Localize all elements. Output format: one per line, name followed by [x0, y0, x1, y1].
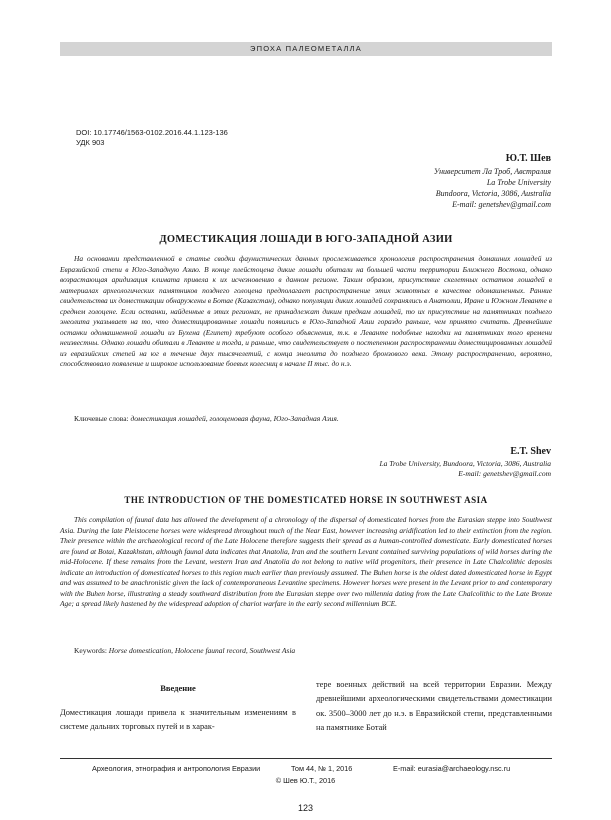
- ru-author-name: Ю.Т. Шев: [505, 153, 551, 164]
- body-right-column: тере военных действий на всей территории Евразии. Между древнейшими археологическими свидетельствами доместикации ок. 3500–3000 лет до н.э. в Евразийской степи, представленными на памятнике Ботай: [316, 680, 552, 732]
- en-keywords-values: Horse domestication, Holocene faunal record, Southwest Asia: [108, 646, 296, 655]
- ru-affiliation-line: Bundoora, Victoria, 3086, Australia: [435, 189, 551, 198]
- body-left-column: [60, 683, 296, 735]
- en-keywords-label: Keywords:: [74, 646, 107, 655]
- en-affiliation-line: La Trobe University, Bundoora, Victoria, 3086, Australia: [379, 459, 551, 468]
- ru-affiliation-line: La Trobe University: [486, 178, 551, 187]
- en-affiliation: [379, 459, 551, 479]
- footer-divider: [60, 758, 552, 759]
- ru-affiliation-line: E-mail: genetshev@gmail.com: [452, 200, 551, 209]
- ru-affiliation-line: Университет Ла Троб, Австралия: [433, 167, 551, 176]
- ru-affiliation: [434, 166, 551, 210]
- en-keywords: [74, 646, 295, 656]
- doi-block: [76, 128, 228, 148]
- intro-heading: Введение: [160, 683, 196, 693]
- ru-keywords-label: Ключевые слова:: [74, 414, 129, 423]
- page-number: 123: [297, 803, 314, 813]
- footer-volume: Том 44, № 1, 2016: [291, 764, 353, 773]
- footer-copyright: © Шев Ю.Т., 2016: [275, 776, 336, 785]
- section-header-title: ЭПОХА ПАЛЕОМЕТАЛЛА: [250, 44, 362, 53]
- intro-paragraph: Доместикация лошади привела к значительным изменениям в системе дальних торговых путей и в харак-: [60, 708, 296, 732]
- udk-text: УДК 903: [76, 138, 105, 147]
- en-article-title: THE INTRODUCTION OF THE DOMESTICATED HORSE IN SOUTHWEST ASIA: [124, 495, 488, 505]
- en-author-name: E.T. Shev: [510, 446, 551, 457]
- footer-journal: Археология, этнография и антропология Евразии: [92, 764, 261, 773]
- footer-email: E-mail: eurasia@archaeology.nsc.ru: [393, 764, 511, 773]
- section-header-bar: [60, 42, 552, 56]
- ru-keywords-values: доместикация лошадей, голоценовая фауна, Юго-Западная Азия.: [130, 414, 339, 423]
- doi-text: DOI: 10.17746/1563-0102.2016.44.1.123-136: [76, 128, 228, 137]
- ru-abstract: На основании представленной в статье сводки фаунистических данных прослеживается хронология распространения домашних лошадей из Евразийской степи в Юго-Западную Азию. В конце плейстоцена дикие лошади обитали на большей части территории Ближнего Востока, однако возрастающая аридизация климата привела к их исчезновению в данном регионе. Таким образом, присутствие скелетных остатков лошадей в материалах археологических памятников позднего голоцена предполагает распространение этих животных в качестве одомашненных. Ранние свидетельства их доместикации обнаружены в Ботае (Казахстан), однако популяции диких лошадей сохранялись в Анатолии, Иране и Южном Леванте в среднем голоцене. Если останки, найденные в этих регионах, не принадлежат диким предкам лошадей, то их присутствие на памятниках позднего энеолита указывает на то, что доместицированные лошади появились в Юго-Западной Азии гораздо раньше, чем принято считать. Древнейшие останки одомашненной лошади из Бухена (Египет) требуют особого объяснения, т.к. в Леванте подобные находки на памятниках того времени неизвестны. Однако лошади обитали в Леванте и тогда, и раньше, что свидетельствует о постепенном распространении доместицированных лошадей из евразийских степей на юг в течение двух тысячелетий, с конца энеолита до позднего бронзового века. Этому распространению, вероятно, способствовало появление и широкое использование боевых колесниц в начале II тыс. до н.э.: [60, 254, 552, 368]
- en-abstract: This compilation of faunal data has allowed the development of a chronology of the dispersal of domesticated horses from the Eurasian steppe into Southwest Asia. During the late Pleistocene horses were widespread throughout much of the Near East, however increasing aridification led to their extinction from the region. Their presence within the archaeological record of the Late Holocene therefore suggests their spread as a human-controlled domesticate. Early domesticated horses are found at Botai, Kazakhstan, although faunal data indicates that Anatolia, Iran and the southern Levant contained surviving populations of wild horses during the mid-Holocene. If these remains from the Levant, western Iran and Anatolia do not belong to native wild progenitors, their presence in Late Chalcolithic deposits indicate an introduction of domesticated horses to this region much earlier than previously assumed. The Buhen horse is the oldest dated domesticated horse in Egypt and was assumed to be anachronistic given the lack of contemporaneous Levantine specimens. However horses were present in the Levant prior to and contemporary with the Buhen horse, illustrating a steady southward distribution from the Eurasian steppe over two millennia dating from the Late Chalcolithic to the Late Bronze Age; a spread likely hastened by the widespread adoption of chariot warfare in the early second millennium BCE.: [60, 515, 552, 608]
- en-affiliation-line: E-mail: genetshev@gmail.com: [458, 469, 551, 478]
- ru-keywords: [74, 414, 339, 424]
- ru-article-title: ДОМЕСТИКАЦИЯ ЛОШАДИ В ЮГО-ЗАПАДНОЙ АЗИИ: [159, 234, 453, 245]
